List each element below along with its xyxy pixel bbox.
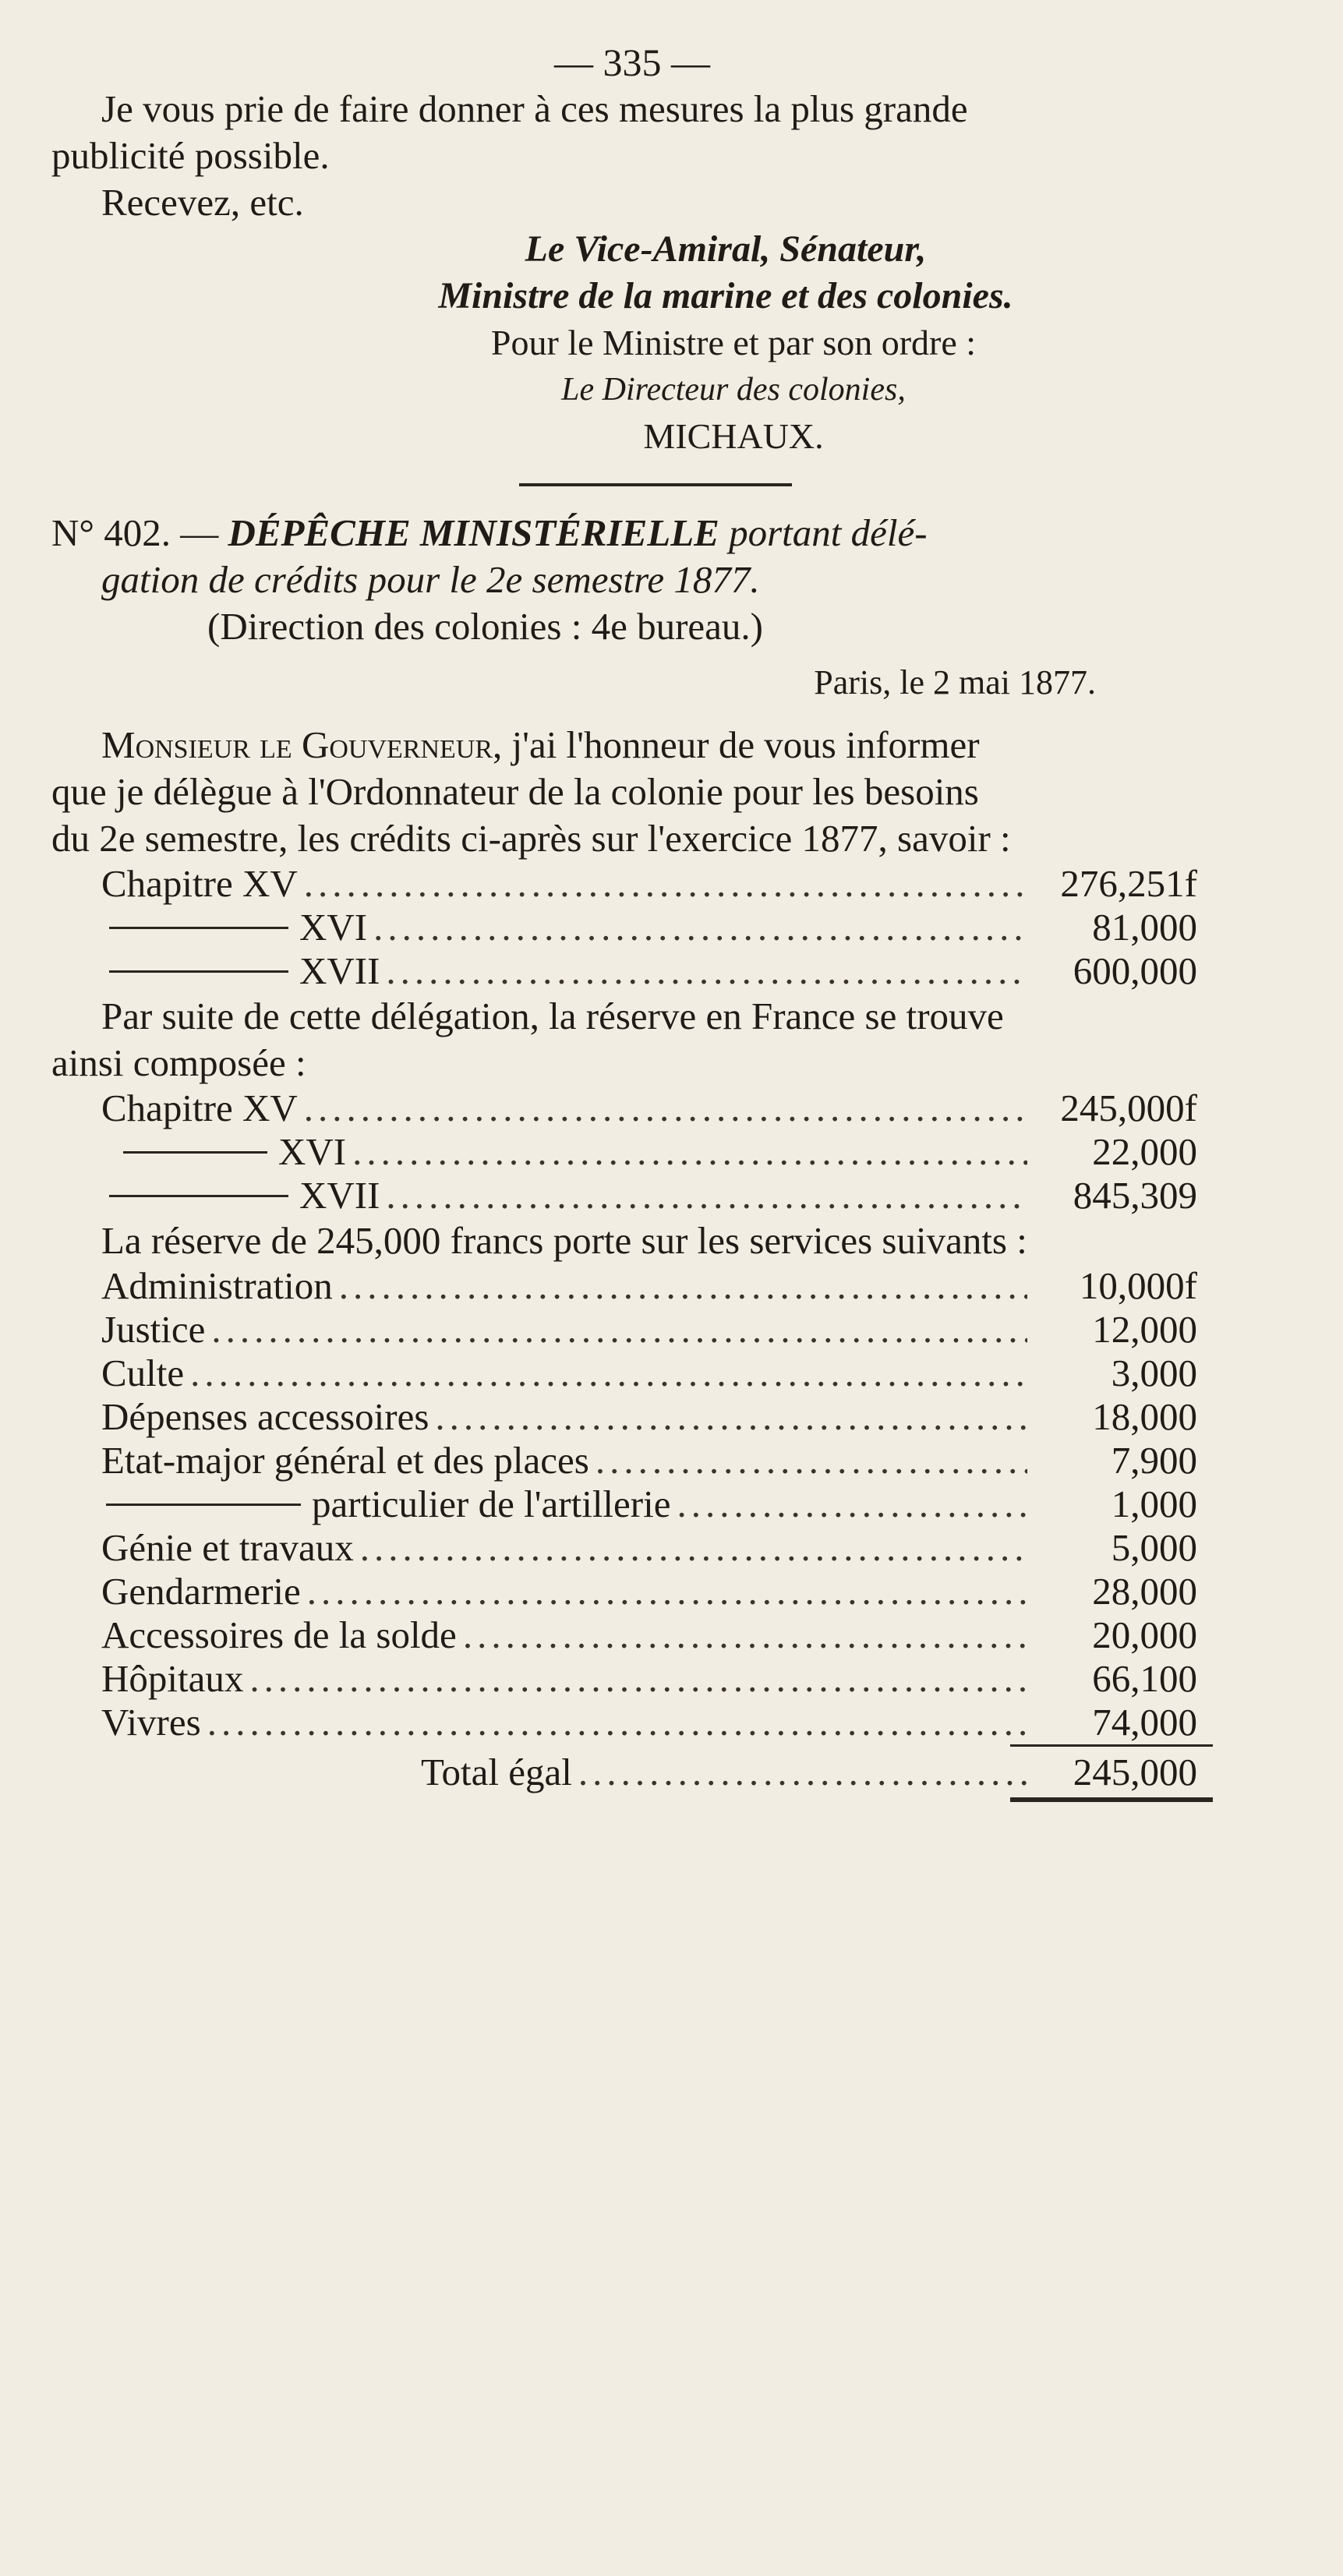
final-rule-wrap — [101, 1794, 1228, 1804]
service-label: Culte — [101, 1352, 185, 1394]
dispatch-date: Paris, le 2 mai 1877. — [814, 663, 1096, 701]
credit-row — [51, 949, 1228, 993]
reserve-amount: 22,000 — [1092, 1130, 1197, 1173]
ditto-dash — [106, 1504, 301, 1506]
dot-leader — [304, 1087, 1027, 1130]
credit-amount: 81,000 — [1092, 906, 1197, 949]
service-amount: 12,000 — [1092, 1308, 1197, 1351]
intro-line-1: Je vous prie de faire donner à ces mesures la plus grande — [101, 87, 968, 130]
dot-leader — [596, 1439, 1027, 1482]
service-amount: 28,000 — [1092, 1570, 1197, 1613]
dot-leader — [677, 1482, 1027, 1526]
salutation: Monsieur le Gouverneur, — [101, 723, 503, 766]
reserve-label: XVI — [101, 1130, 346, 1174]
credit-label: Chapitre XV — [101, 862, 298, 905]
service-label: Génie et travaux — [101, 1526, 354, 1569]
dispatch-title: DÉPÊCHE MINISTÉRIELLE — [228, 511, 719, 554]
service-amount: 66,100 — [1092, 1657, 1197, 1700]
service-row — [101, 1352, 1228, 1395]
ditto-dash — [123, 1151, 267, 1154]
service-amount: 7,900 — [1111, 1439, 1197, 1482]
reserve-row — [51, 1130, 1228, 1174]
signature-order: Pour le Ministre et par son ordre : — [490, 323, 977, 362]
dot-leader — [360, 1526, 1027, 1570]
service-row — [101, 1395, 1228, 1439]
dispatch-subtitle-a: portant délé- — [729, 511, 928, 554]
intro-line-2: publicité possible. — [51, 134, 330, 177]
reserve-amount: 245,000f — [1060, 1087, 1197, 1129]
credit-amount: 600,000 — [1073, 949, 1197, 992]
reserve-row — [51, 1174, 1228, 1217]
service-label: Justice — [101, 1308, 206, 1351]
service-label: particulier de l'artillerie — [101, 1482, 670, 1526]
service-row — [101, 1613, 1228, 1657]
dot-leader — [463, 1613, 1027, 1657]
dispatch-heading-line-1 — [51, 510, 1228, 557]
dot-leader — [352, 1130, 1027, 1174]
dot-leader — [386, 949, 1027, 993]
body-line-1-rest: j'ai l'honneur de vous informer — [511, 723, 980, 766]
service-label: Hôpitaux — [101, 1657, 244, 1700]
service-row — [101, 1482, 1228, 1526]
service-amount: 10,000f — [1079, 1264, 1197, 1307]
section-divider — [519, 483, 792, 486]
credit-row — [51, 906, 1228, 949]
total-rule — [101, 1744, 1228, 1751]
service-amount: 74,000 — [1092, 1701, 1197, 1744]
dot-leader — [386, 1174, 1027, 1217]
body-line-2: que je délègue à l'Ordonnateur de la colonie pour les besoins — [51, 770, 979, 813]
service-amount: 5,000 — [1111, 1526, 1197, 1569]
ditto-dash — [109, 927, 288, 929]
service-row — [101, 1526, 1228, 1570]
total-row — [101, 1751, 1228, 1794]
dot-leader — [190, 1352, 1027, 1395]
service-row — [101, 1657, 1228, 1701]
service-label: Accessoires de la solde — [101, 1613, 457, 1656]
page-number: — 335 — — [554, 41, 710, 84]
dot-leader — [339, 1264, 1027, 1308]
dot-leader — [211, 1308, 1027, 1352]
service-row — [101, 1439, 1228, 1482]
service-amount: 3,000 — [1111, 1352, 1197, 1394]
signature-name: MICHAUX. — [643, 416, 824, 456]
final-double-rule — [1010, 1797, 1213, 1802]
service-label: Gendarmerie — [101, 1570, 301, 1613]
service-row — [101, 1308, 1228, 1352]
signature-director: Le Directeur des colonies, — [561, 372, 906, 408]
body-line-1 — [51, 722, 1228, 769]
intro-line-3: Recevez, etc. — [101, 181, 304, 224]
services-table — [51, 1264, 1228, 1804]
signature-ministry: Ministre de la marine et des colonies. — [438, 275, 1013, 316]
body-line-3: du 2e semestre, les crédits ci-après sur l'exercice 1877, savoir : — [51, 817, 1011, 860]
reserve-intro-1: Par suite de cette délégation, la réserve en France se trouve — [101, 995, 1004, 1037]
direction-line: (Direction des colonies : 4e bureau.) — [207, 605, 763, 648]
service-amount: 18,000 — [1092, 1395, 1197, 1438]
dot-leader — [373, 906, 1027, 949]
reserve-row — [51, 1087, 1228, 1130]
dispatch-number: N° 402. — — [51, 511, 219, 554]
dot-leader — [578, 1751, 1027, 1794]
service-amount: 1,000 — [1111, 1482, 1197, 1525]
reserve-intro-2: ainsi composée : — [51, 1041, 306, 1084]
dot-leader — [307, 1570, 1027, 1613]
dispatch-subtitle-b: gation de crédits pour le 2e semestre 1877. — [101, 558, 760, 601]
reserve-amount: 845,309 — [1073, 1174, 1197, 1217]
dot-leader — [304, 862, 1027, 906]
total-amount: 245,000 — [1073, 1751, 1197, 1793]
dot-leader — [249, 1657, 1027, 1701]
dot-leader — [207, 1701, 1027, 1744]
reserve-label: Chapitre XV — [101, 1087, 298, 1129]
credit-label: XVII — [101, 949, 380, 993]
services-intro: La réserve de 245,000 francs porte sur les services suivants : — [101, 1219, 1027, 1262]
service-label: Etat-major général et des places — [101, 1439, 589, 1482]
service-row — [101, 1570, 1228, 1613]
signature-title: Le Vice-Amiral, Sénateur, — [525, 228, 927, 270]
document-page — [51, 39, 1228, 1804]
ditto-dash — [109, 970, 288, 973]
service-amount: 20,000 — [1092, 1613, 1197, 1656]
service-label: Vivres — [101, 1701, 201, 1744]
credit-row — [51, 862, 1228, 906]
credit-label: XVI — [101, 906, 367, 949]
ditto-dash — [109, 1195, 288, 1197]
credit-amount: 276,251f — [1060, 862, 1197, 905]
service-row — [101, 1264, 1228, 1308]
dot-leader — [435, 1395, 1027, 1439]
total-label: Total égal — [421, 1751, 572, 1793]
reserve-label: XVII — [101, 1174, 380, 1217]
service-label: Dépenses accessoires — [101, 1395, 429, 1438]
service-label: Administration — [101, 1264, 333, 1307]
service-row — [101, 1701, 1228, 1744]
